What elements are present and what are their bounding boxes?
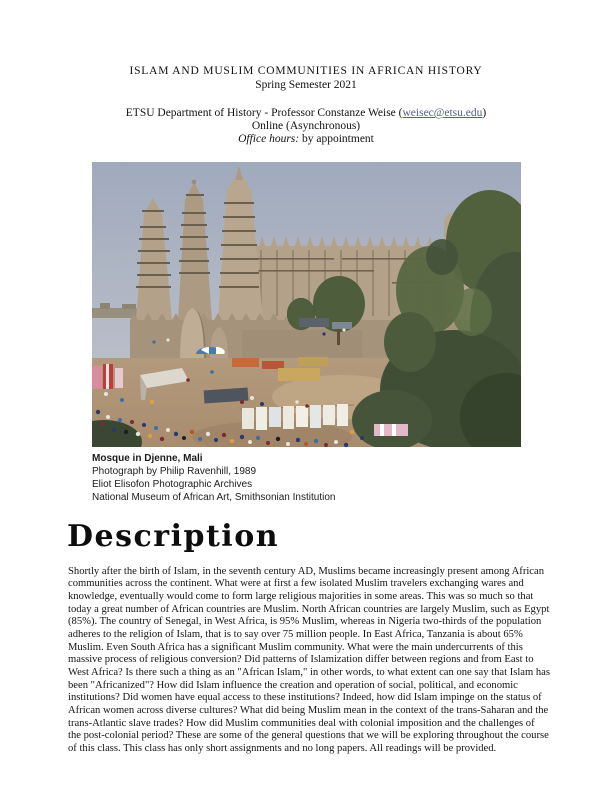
mosque-market-photo-art [92,162,521,447]
caption-title: Mosque in Djenne, Mali [92,453,203,464]
department-text: ETSU Department of History - Professor Constanze Weise ( [125,107,403,119]
caption-archive: Eliot Elisofon Photographic Archives [92,478,253,490]
description-heading: Description [67,518,280,554]
department-text-close: ) [482,107,487,119]
department-line [0,107,612,120]
semester-line: Spring Semester 2021 [255,79,357,91]
photo-caption [92,453,612,505]
document-header [0,0,612,146]
mosque-market-photo [92,162,521,447]
caption-museum: National Museum of African Art, Smithsonian Institution [92,491,336,503]
description-body: Shortly after the birth of Islam, in the seventh century AD, Muslims became increasingly present among African communities across the continent. What were at first a few isolated Muslim travelers exchanging wares and knowledge, eventually would come to form large religious majorities in some areas. This was so much so that today a great number of African countries are Muslim. North African countries are largely Muslim, such as Egypt (85%). The country of Senegal, in West Africa, is 95% Muslim, whereas in Nigeria two-thirds of the population adheres to the religion of Islam, that is to say over 75 million people. In East Africa, Tanzania is about 65% Muslim. Even South Africa has a significant Muslim community. What were the main undercurrents of this massive process of religious conversion? Did patterns of Islamization differ between regions and from East to West Africa? Is there such a thing as an "African Islam," in other words, to what extent can one say that Islam has been "Africanized"? How did Islam influence the creation and operation of social, political, and economic institutions? Did women have equal access to these institutions? Indeed, how did Islam impinge on the status of African women across diverse cultures? What did being Muslim mean in the context of the trans-Saharan and the trans-Atlantic slave trades? How did Muslim communities deal with colonial imposition and the challenges of the post-colonial period? These are some of the general questions that we will be exploring throughout the course of this class. This class has only short assignments and no long papers. All readings will be provided. [68,565,551,754]
course-title: ISLAM AND MUSLIM COMMUNITIES IN AFRICAN HISTORY [129,65,483,77]
office-hours-line [0,133,612,146]
professor-email-link[interactable]: weisec@etsu.edu [402,107,483,119]
office-hours-value: by appointment [299,133,374,145]
office-hours-label: Office hours: [238,133,300,145]
course-mode-line: Online (Asynchronous) [251,120,361,132]
caption-credit: Photograph by Philip Ravenhill, 1989 [92,465,256,477]
